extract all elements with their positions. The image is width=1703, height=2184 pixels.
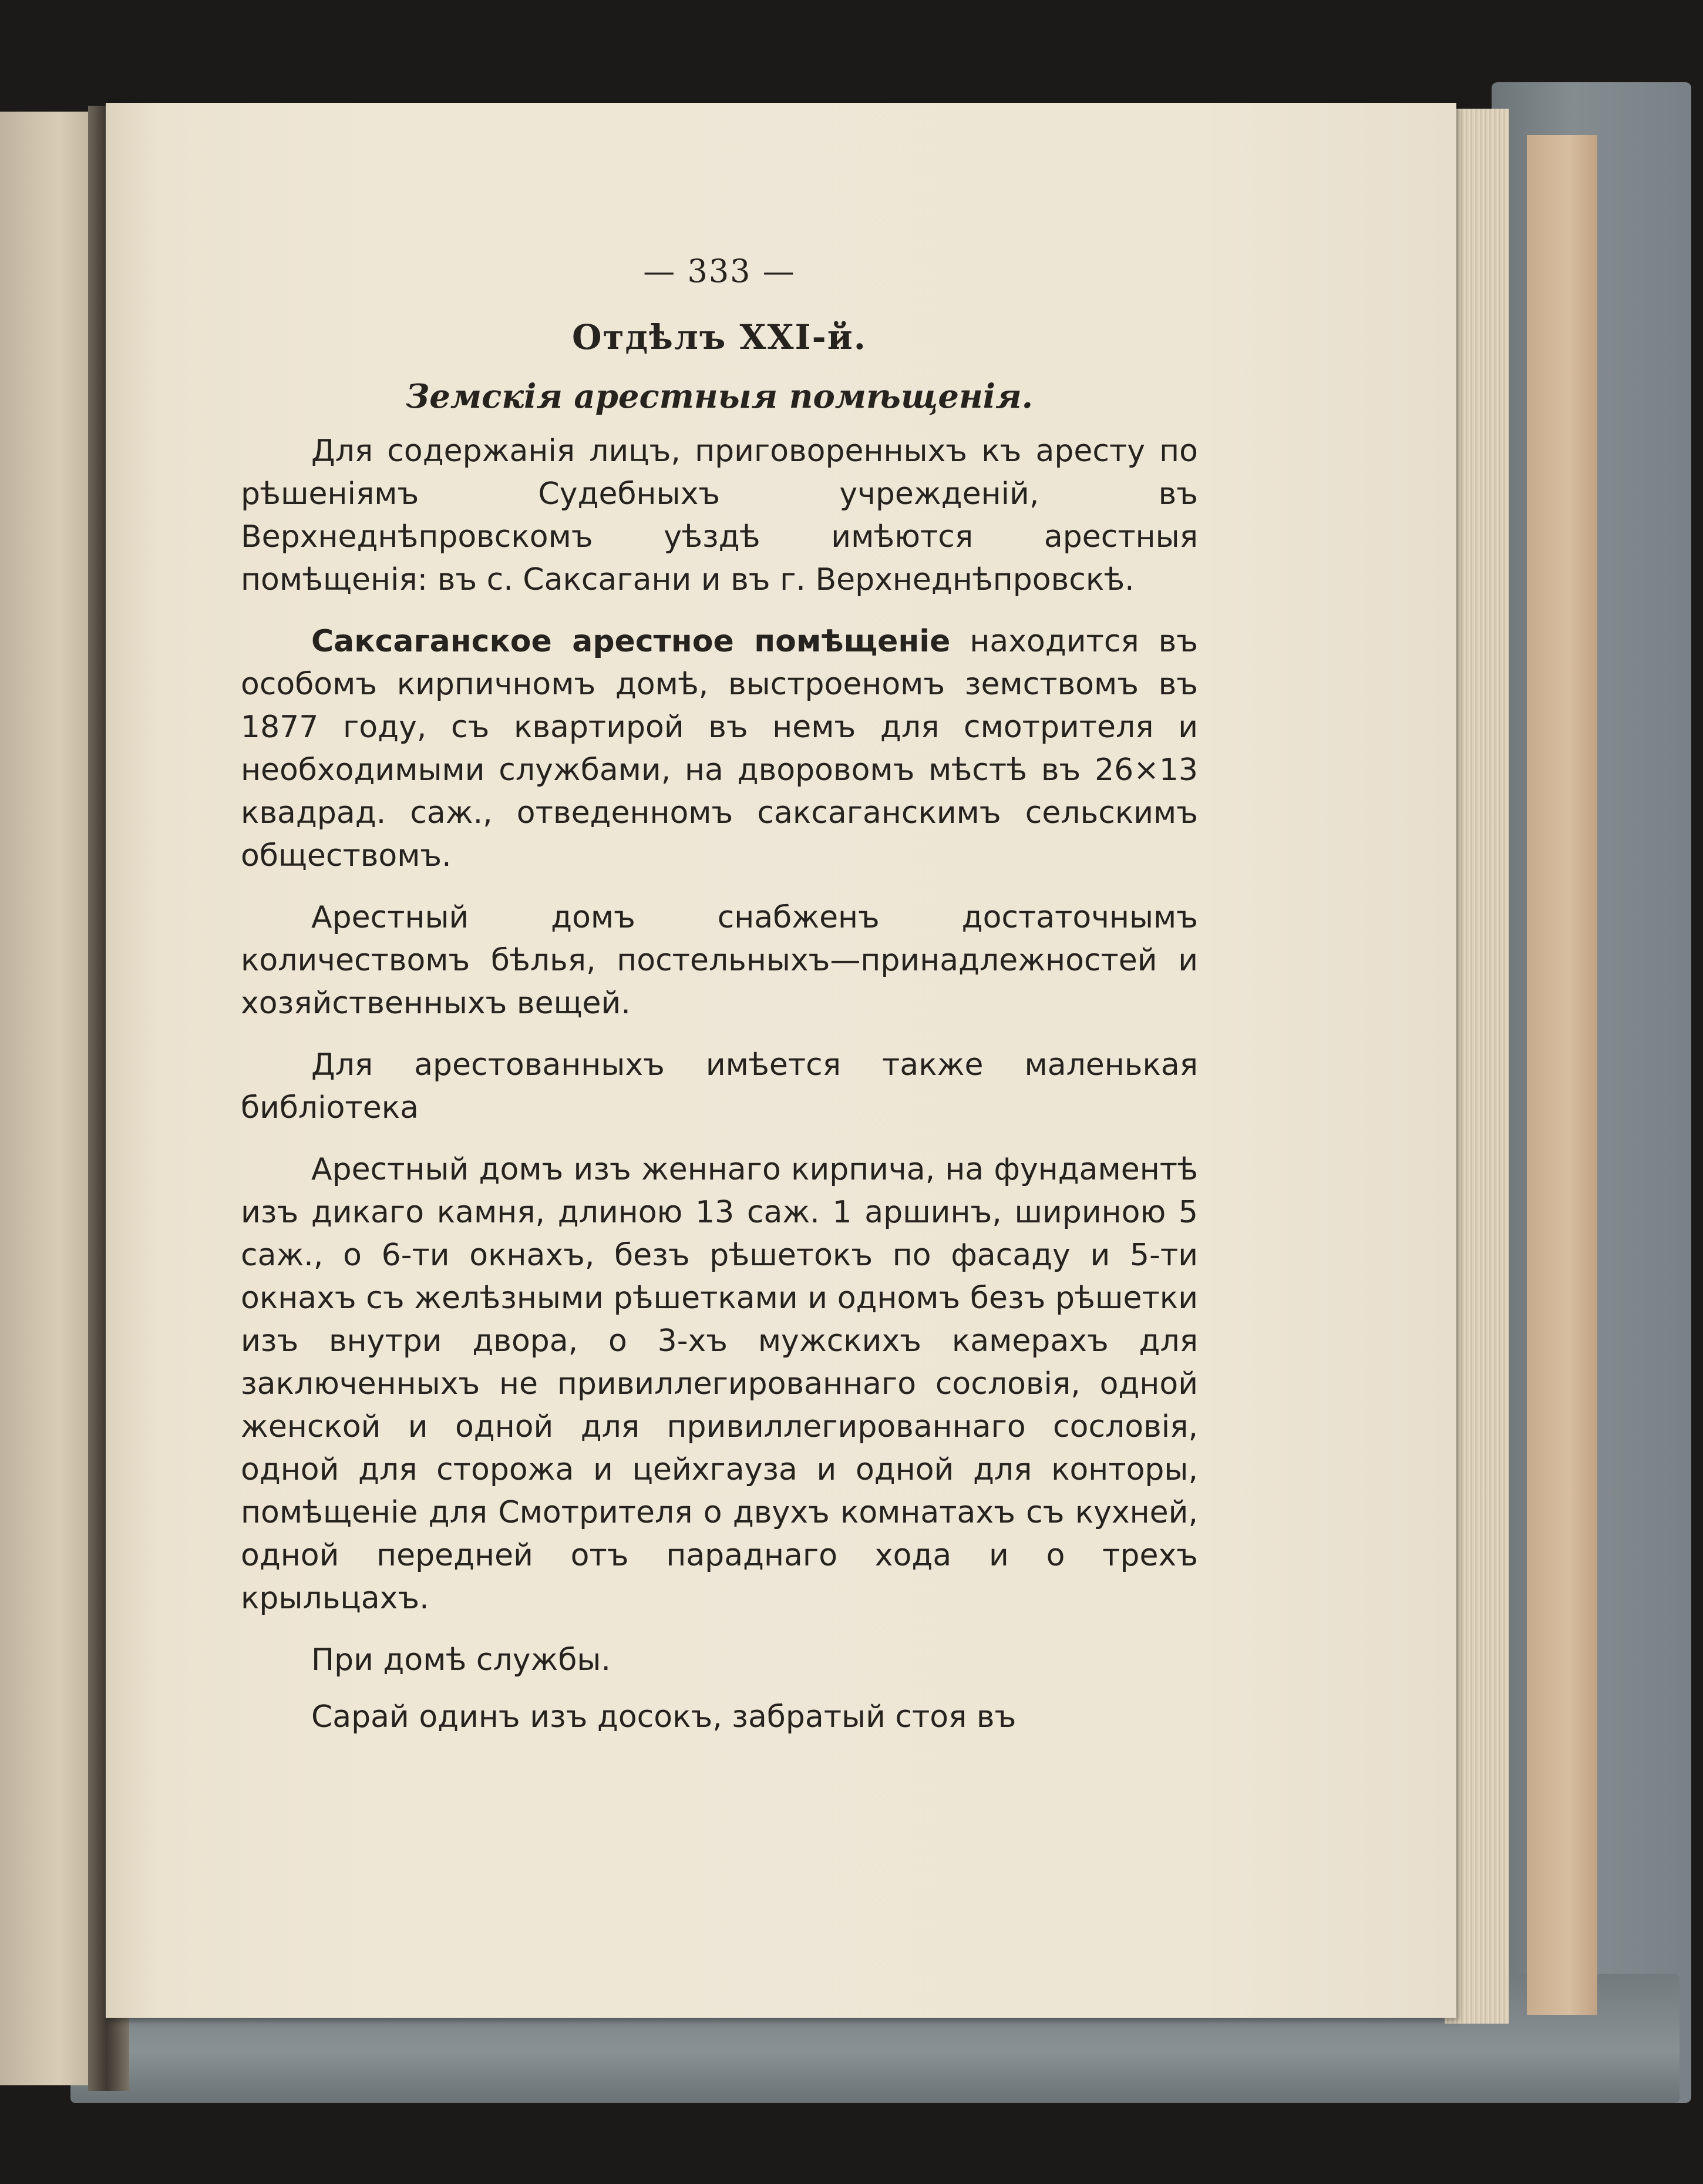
paragraph (241, 1044, 1198, 1130)
book-page (106, 103, 1456, 2018)
paragraph-text: Арестный домъ снабженъ достаточнымъ количествомъ бѣлья, постельныхъ—принадлежностей и хозяйственныхъ вещей. (241, 900, 1198, 1021)
paragraph-text: находится въ особомъ кирпичномъ домѣ, выстроеномъ земствомъ въ 1877 году, съ квартирой въ немъ для смотрителя и необходимыми службами, на дворовомъ мѣстѣ въ 26×13 квадрад. саж., отведенномъ саксаганскимъ сельскимъ обществомъ. (241, 624, 1198, 873)
page-number: — 333 — (643, 253, 796, 290)
paragraph (241, 430, 1198, 602)
paragraph-text: Для арестованныхъ имѣется также маленькая библіотека (241, 1047, 1198, 1125)
paragraph (241, 1639, 1198, 1682)
paragraph (241, 1148, 1198, 1620)
paragraph (241, 1696, 1198, 1739)
section-subheading: Земскія арестныя помѣщенія. (405, 377, 1034, 416)
paragraph-text: Для содержанія лицъ, приговоренныхъ къ аресту по рѣшеніямъ Судебныхъ учрежденій, въ Верхнеднѣпровскомъ уѣздѣ имѣются арестныя помѣщенія: въ с. Саксагани и въ г. Верхнеднѣпровскѣ. (241, 434, 1198, 597)
paragraph-text: Арестный домъ изъ женнаго кирпича, на фундаментѣ изъ дикаго камня, длиною 13 саж. 1 аршинъ, шириною 5 саж., о 6-ти окнахъ, безъ рѣшетокъ по фасаду и 5-ти окнахъ съ желѣзными рѣшетками и одномъ безъ рѣшетки изъ внутри двора, о 3-хъ мужскихъ камерахъ для заключенныхъ не привиллегированнаго сословія, одной женской и одной для привиллегированнаго сословія, одной для сторожа и цейхгауза и одной для конторы, помѣщеніе для Смотрителя о двухъ комнатахъ съ кухней, одной передней отъ параднаго хода и о трехъ крыльцахъ. (241, 1152, 1198, 1616)
section-heading: Отдѣлъ XXI-й. (572, 317, 867, 357)
book-board-inner-edge (1527, 135, 1597, 2015)
paragraph-lead: Саксаганское арестное помѣщеніе (311, 624, 951, 659)
paragraph (241, 620, 1198, 878)
paragraph-text: Сарай одинъ изъ досокъ, забратый стоя въ (311, 1699, 1017, 1735)
page-text-block (241, 250, 1198, 1753)
paragraph-text: При домѣ службы. (311, 1642, 611, 1678)
paragraph (241, 896, 1198, 1025)
